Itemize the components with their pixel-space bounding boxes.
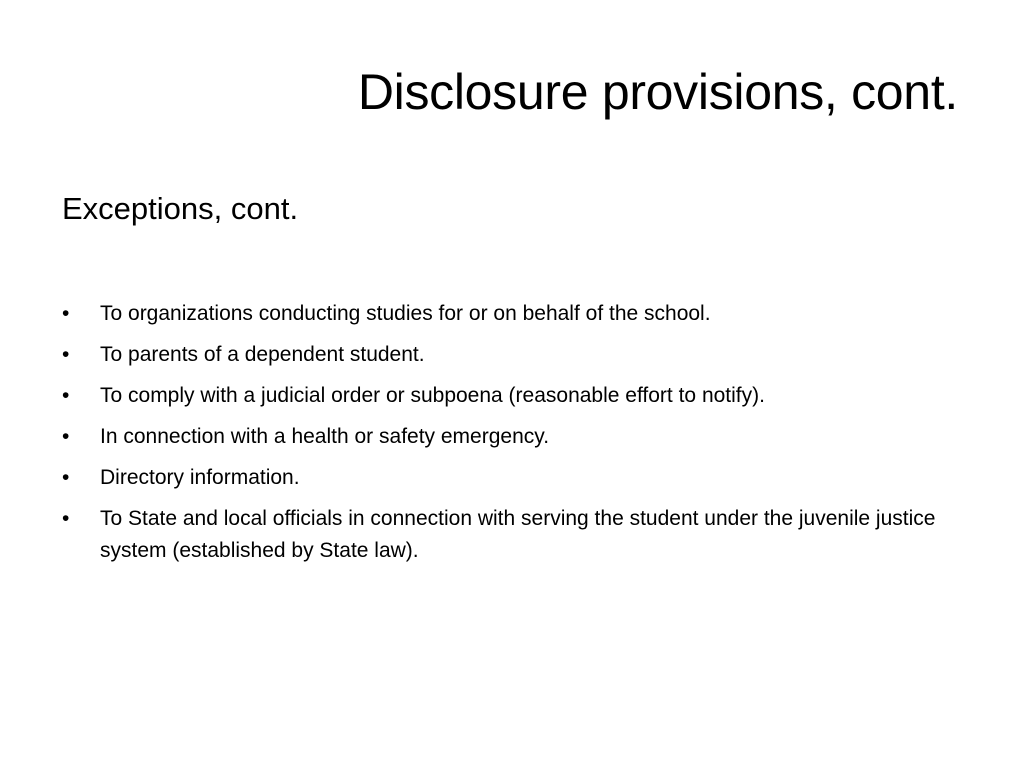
bullet-text: To parents of a dependent student. bbox=[100, 343, 425, 366]
bullet-text: In connection with a health or safety emergency. bbox=[100, 425, 550, 448]
bullet-text: To State and local officials in connection with serving the student under the juvenile justice system (established by State law). bbox=[100, 507, 936, 562]
bullet-icon: • bbox=[62, 343, 70, 366]
bullet-text: Directory information. bbox=[100, 466, 300, 489]
bullet-icon: • bbox=[62, 466, 70, 489]
bullet-icon: • bbox=[62, 302, 70, 325]
bullet-icon: • bbox=[62, 507, 70, 530]
bullet-item bbox=[62, 503, 962, 567]
slide-title: Disclosure provisions, cont. bbox=[357, 64, 958, 120]
bullet-item bbox=[62, 421, 962, 453]
bullet-item bbox=[62, 380, 962, 412]
bullet-list bbox=[62, 298, 962, 576]
bullet-item bbox=[62, 339, 962, 371]
bullet-item bbox=[62, 298, 962, 330]
bullet-icon: • bbox=[62, 384, 70, 407]
bullet-text: To organizations conducting studies for or on behalf of the school. bbox=[100, 302, 711, 325]
bullet-text: To comply with a judicial order or subpoena (reasonable effort to notify). bbox=[100, 384, 765, 407]
bullet-icon: • bbox=[62, 425, 70, 448]
bullet-item bbox=[62, 462, 962, 494]
section-subtitle: Exceptions, cont. bbox=[62, 191, 299, 226]
